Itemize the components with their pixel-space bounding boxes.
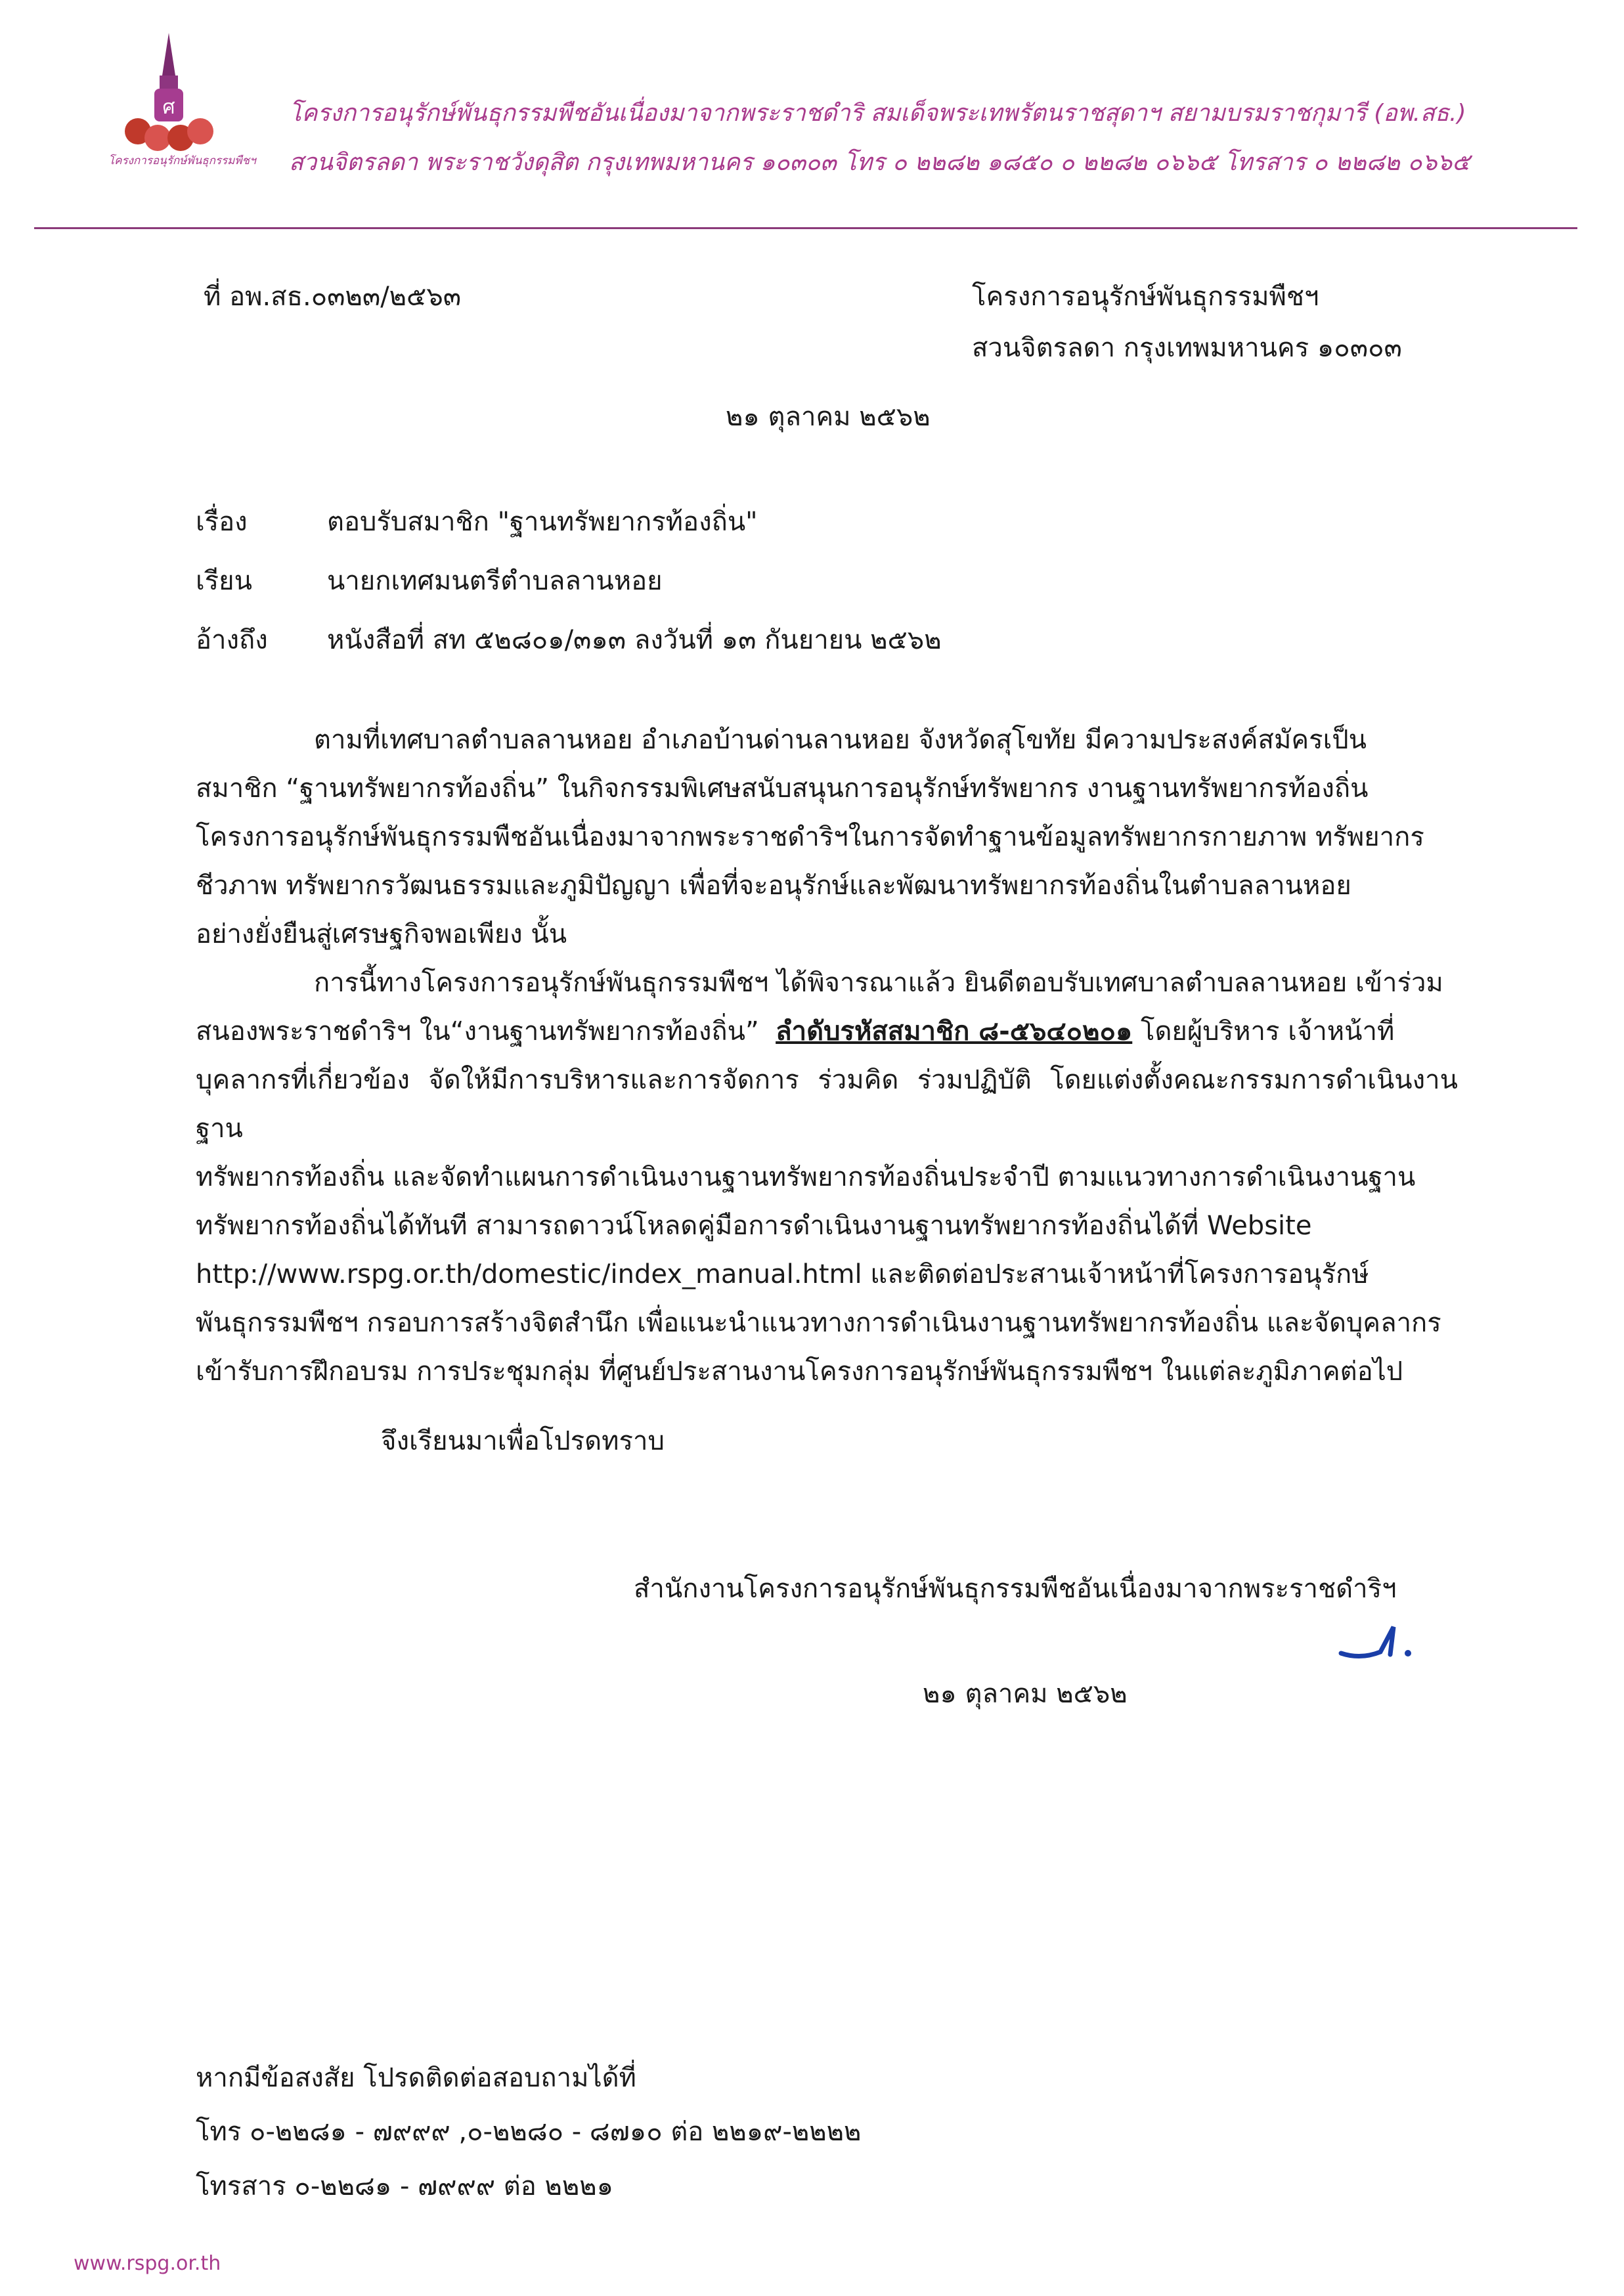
meta-row-to [196,565,663,597]
footer-website-link[interactable]: www.rspg.or.th [74,2252,221,2275]
reference-number: ที่ อพ.สธ.๐๓๒๓/๒๕๖๓ [204,282,462,312]
header-divider [34,227,1577,229]
paragraph-2-line: บุคลากรที่เกี่ยวข้อง จัดให้มีการบริหารและการจัดการ ร่วมคิด ร่วมปฏิบัติ โดยแต่งตั้งคณะกรรมการดำเนินงานฐาน [196,1065,1458,1144]
paragraph-2-line: เข้ารับการฝึกอบรม การประชุมกลุ่ม ที่ศูนย์ประสานงานโครงการอนุรักษ์พันธุกรรมพืชฯ ในแต่ละภูมิภาคต่อไป [196,1356,1403,1387]
letter-date: ๒๑ ตุลาคม ๒๕๖๒ [726,402,931,432]
signature-mark [1334,1614,1426,1666]
paragraph-1-line: สมาชิก “ฐานทรัพยากรท้องถิ่น” ในกิจกรรมพิเศษสนับสนุนการอนุรักษ์ทรัพยากร งานฐานทรัพยากรท้องถิ่น [196,773,1369,804]
paragraph-2 [196,959,1458,1396]
subject-label: เรื่อง [196,507,248,537]
to-label: เรียน [196,566,252,596]
subject-value: ตอบรับสมาชิก "ฐานทรัพยากรท้องถิ่น" [327,507,758,537]
paragraph-2-line: การนี้ทางโครงการอนุรักษ์พันธุกรรมพืชฯ ได้พิจารณาแล้ว ยินดีตอบรับเทศบาลตำบลลานหอย เข้าร่วม [314,968,1443,998]
letterhead-line-1: โครงการอนุรักษ์พันธุกรรมพืชอันเนื่องมาจากพระราชดำริ สมเด็จพระเทพรัตนราชสุดาฯ สยามบรมราชกุมารี (อพ.สธ.) [289,100,1466,127]
contact-fax: โทรสาร ๐-๒๒๘๑ - ๗๙๙๙ ต่อ ๒๒๒๑ [196,2171,613,2201]
member-code: ลำดับรหัสสมาชิก ๘-๕๖๔๐๒๐๑ [776,1016,1133,1047]
signatory: สำนักงานโครงการอนุรักษ์พันธุกรรมพืชอันเนื่องมาจากพระราชดำริฯ [634,1574,1397,1604]
reference-label: อ้างถึง [196,625,268,655]
crown-emblem-icon [115,30,223,174]
letterhead-line-2: สวนจิตรลดา พระราชวังดุสิต กรุงเทพมหานคร ๑๐๓๐๓ โทร ๐ ๒๒๘๒ ๑๘๕๐ ๐ ๒๒๘๒ ๐๖๖๕ โทรสาร ๐ ๒๒๘๒ ๐๖๖๕ [289,149,1470,176]
reference-value: หนังสือที่ สท ๕๒๘๐๑/๓๑๓ ลงวันที่ ๑๓ กันยายน ๒๕๖๒ [327,625,942,655]
paragraph-2-line: ทรัพยากรท้องถิ่น และจัดทำแผนการดำเนินงานฐานทรัพยากรท้องถิ่นประจำปี ตามแนวทางการดำเนินงานฐาน [196,1162,1416,1192]
sender-line-1: โครงการอนุรักษ์พันธุกรรมพืชฯ [972,282,1319,312]
logo-caption: โครงการอนุรักษ์พันธุกรรมพืชฯ [108,154,256,167]
contact-phone: โทร ๐-๒๒๘๑ - ๗๙๙๙ ,๐-๒๒๘๐ - ๘๗๑๐ ต่อ ๒๒๑๙-๒๒๒๒ [196,2117,862,2147]
paragraph-2-line: พันธุกรรมพืชฯ กรอบการสร้างจิตสำนึก เพื่อแนะนำแนวทางการดำเนินงานฐานทรัพยากรท้องถิ่น และจัดบุคลากร [196,1308,1441,1338]
paragraph-2-line-member [196,1007,1458,1056]
meta-row-subject [196,506,758,538]
paragraph-1-line: อย่างยั่งยืนสู่เศรษฐกิจพอเพียง นั้น [196,919,567,949]
paragraph-2-line: ทรัพยากรท้องถิ่นได้ทันที สามารถดาวน์โหลดคู่มือการดำเนินงานฐานทรัพยากรท้องถิ่นได้ที่ Website [196,1211,1312,1241]
paragraph-1-line: ตามที่เทศบาลตำบลลานหอย อำเภอบ้านด่านลานหอย จังหวัดสุโขทัย มีความประสงค์สมัครเป็น [314,725,1367,755]
manual-link-line[interactable]: http://www.rspg.or.th/domestic/index_manual.html และติดต่อประสานเจ้าหน้าที่โครงการอนุรักษ์ [196,1259,1369,1289]
closing-line: จึงเรียนมาเพื่อโปรดทราบ [381,1426,665,1456]
paragraph-1-line: ชีวภาพ ทรัพยากรวัฒนธรรมและภูมิปัญญา เพื่อที่จะอนุรักษ์และพัฒนาทรัพยากรท้องถิ่นในตำบลลานหอย [196,871,1351,901]
contact-intro: หากมีข้อสงสัย โปรดติดต่อสอบถามได้ที่ [196,2063,636,2093]
paragraph-2-pre: สนองพระราชดำริฯ ใน“งานฐานทรัพยากรท้องถิ่น” [196,1016,759,1047]
sender-line-2: สวนจิตรลดา กรุงเทพมหานคร ๑๐๓๐๓ [972,333,1402,363]
paragraph-2-post: โดยผู้บริหาร เจ้าหน้าที่ [1140,1016,1395,1047]
meta-row-reference [196,624,942,657]
rspg-logo [108,30,256,174]
paragraph-1 [196,716,1458,959]
signature-date: ๒๑ ตุลาคม ๒๕๖๒ [923,1679,1128,1709]
to-value: นายกเทศมนตรีตำบลลานหอย [327,566,663,596]
svg-text:ศ: ศ [162,96,175,119]
paragraph-1-line: โครงการอนุรักษ์พันธุกรรมพืชอันเนื่องมาจากพระราชดำริฯในการจัดทำฐานข้อมูลทรัพยากรกายภาพ ทรัพยากร [196,822,1424,852]
